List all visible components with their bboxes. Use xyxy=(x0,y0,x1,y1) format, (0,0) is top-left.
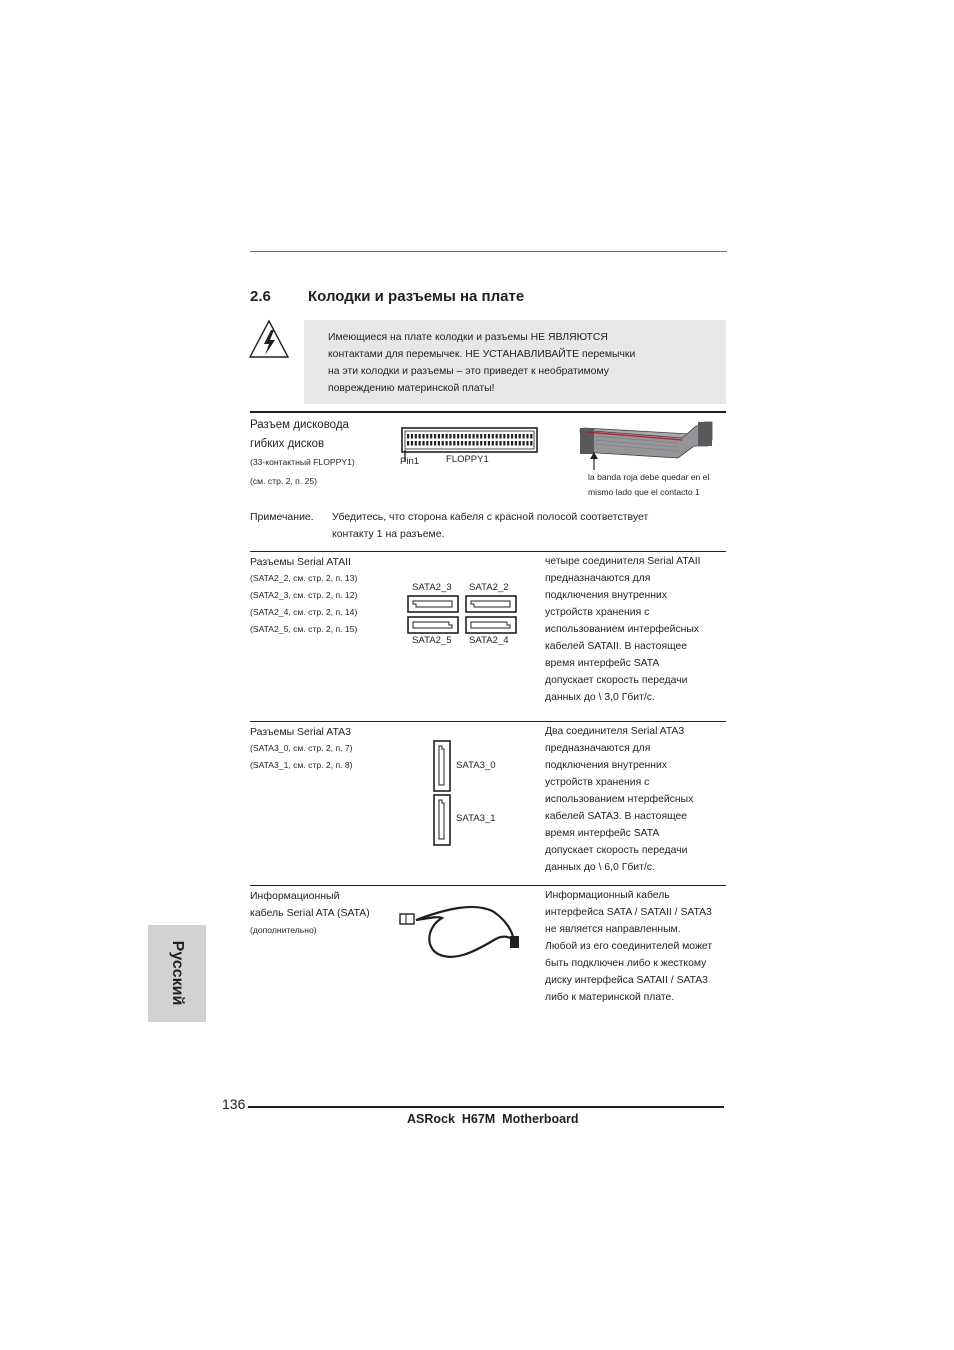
sata2-label-top-left: SATA2_3 xyxy=(412,582,452,593)
floppy-cable-note-line: mismo lado que el contacto 1 xyxy=(588,487,700,497)
floppy-cable-note-line: la banda roja debe quedar en el xyxy=(588,472,710,482)
floppy-pin xyxy=(499,441,501,446)
floppy-pin xyxy=(507,434,509,439)
sata2-divider xyxy=(250,551,726,552)
footer-product: ASRock H67M Motherboard xyxy=(407,1112,579,1126)
floppy-note-line: Убедитесь, что сторона кабеля с красной полосой соответствует xyxy=(332,511,649,523)
floppy-pin xyxy=(492,434,494,439)
sata3-desc-line: устройств хранения с xyxy=(545,777,650,788)
language-side-tab xyxy=(148,925,206,1022)
sata3-ref: (SATA3_1, см. стр. 2, п. 8) xyxy=(250,760,353,770)
sata3-desc-line: использованием нтерфейсных xyxy=(545,794,694,805)
floppy-pin xyxy=(407,441,409,446)
floppy-pin xyxy=(472,441,474,446)
floppy-pin xyxy=(426,434,428,439)
sata2-label-top-right: SATA2_2 xyxy=(469,582,509,593)
floppy-pin xyxy=(407,434,409,439)
floppy-note-line: контакту 1 на разъеме. xyxy=(332,528,445,540)
floppy-pin-count: (33-контактный FLOPPY1) xyxy=(250,457,355,467)
footer-rule xyxy=(248,1106,724,1108)
floppy-pin xyxy=(442,434,444,439)
floppy-page-ref: (см. стр. 2, п. 25) xyxy=(250,476,318,486)
sata-cable-image xyxy=(398,902,522,964)
sata3-desc-line: данных до \ 6,0 Гбит/с. xyxy=(545,862,655,873)
floppy-pin xyxy=(476,434,478,439)
floppy-pin xyxy=(457,441,459,446)
floppy-pin xyxy=(419,441,421,446)
floppy-pin xyxy=(430,441,432,446)
sata-cable-desc-line: Информационный кабель xyxy=(545,890,670,901)
floppy-pin xyxy=(484,441,486,446)
floppy-pin xyxy=(515,441,517,446)
floppy-pin xyxy=(503,434,505,439)
sata2-label-bottom-right: SATA2_4 xyxy=(469,635,509,646)
floppy-pin xyxy=(465,441,467,446)
sata2-desc-line: подключения внутренних xyxy=(545,590,668,601)
sata3-desc-line: кабелей SATA3. В настоящее xyxy=(545,811,688,822)
floppy-pin xyxy=(434,441,436,446)
sata-cable-desc-line: быть подключен либо к жесткому xyxy=(545,958,707,969)
sata2-desc-line: время интерфейс SATA xyxy=(545,658,660,669)
sata2-desc-line: использованием интерфейсных xyxy=(545,624,700,635)
sata2-ref: (SATA2_5, см. стр. 2, п. 15) xyxy=(250,624,358,634)
floppy-pin xyxy=(461,434,463,439)
floppy-pin xyxy=(457,434,459,439)
floppy-pin xyxy=(453,434,455,439)
floppy-pin xyxy=(434,434,436,439)
floppy-pin xyxy=(469,441,471,446)
floppy-note-label: Примечание. xyxy=(250,511,314,523)
sata2-desc-line: предназначаются для xyxy=(545,573,651,584)
floppy-title xyxy=(250,416,349,454)
sata-cable-desc-line: не является направленным. xyxy=(545,924,681,935)
sata-cable-desc-line: диску интерфейса SATAII / SATA3 xyxy=(545,975,708,986)
sata2-connectors-diagram xyxy=(406,595,518,635)
warning-line: Имеющиеся на плате колодки и разъемы НЕ ЯВЛЯЮТСЯ xyxy=(328,332,608,343)
floppy-pin xyxy=(526,441,528,446)
floppy-pin xyxy=(446,441,448,446)
sata2-desc-line: кабелей SATAII. В настоящее xyxy=(545,641,688,652)
floppy-pin xyxy=(515,434,517,439)
sata-cable-optional: (дополнительно) xyxy=(250,925,317,935)
floppy-divider xyxy=(250,411,726,413)
sata3-desc-line: подключения внутренних xyxy=(545,760,668,771)
floppy-pin xyxy=(488,434,490,439)
sata-cable-desc-line: либо к материнской плате. xyxy=(545,992,675,1003)
floppy-pin xyxy=(511,434,513,439)
language-side-tab-label: Русский xyxy=(169,940,186,1006)
floppy-pin xyxy=(442,441,444,446)
floppy-title-line: гибких дисков xyxy=(250,438,325,450)
floppy-pin xyxy=(523,434,525,439)
sata2-title: Разъемы Serial ATAII xyxy=(250,556,351,568)
warning-box xyxy=(304,320,726,404)
warning-line: повреждению материнской платы! xyxy=(328,383,495,394)
sata3-desc-line: предназначаются для xyxy=(545,743,651,754)
floppy-pin xyxy=(507,441,509,446)
sata2-description xyxy=(545,553,701,706)
sata3-desc-line: Два соединителя Serial ATA3 xyxy=(545,726,685,737)
sata3-connectors-diagram xyxy=(432,740,452,846)
floppy-pin xyxy=(411,441,413,446)
sata2-ref: (SATA2_3, см. стр. 2, п. 12) xyxy=(250,590,358,600)
floppy-pin xyxy=(422,441,424,446)
sata2-desc-line: четыре соединителя Serial ATAII xyxy=(545,556,701,567)
floppy-pin xyxy=(476,441,478,446)
floppy-title-line: Разъем дисковода xyxy=(250,419,349,431)
floppy-pin xyxy=(480,441,482,446)
sata3-divider xyxy=(250,721,726,722)
floppy-pin xyxy=(530,441,532,446)
floppy-pin xyxy=(438,434,440,439)
sata3-title: Разъемы Serial ATA3 xyxy=(250,726,351,738)
warning-line: на эти колодки и разъемы – это приведет к необратимому xyxy=(328,366,609,377)
floppy-pin xyxy=(465,434,467,439)
sata-cable-desc-line: Любой из его соединителей может xyxy=(545,941,713,952)
floppy-pin xyxy=(430,434,432,439)
floppy-pin xyxy=(411,434,413,439)
floppy-pin xyxy=(438,441,440,446)
sata3-label-top: SATA3_0 xyxy=(456,760,496,771)
floppy-pin xyxy=(526,434,528,439)
section-title: Колодки и разъемы на плате xyxy=(308,288,525,305)
warning-text xyxy=(328,329,635,397)
sata3-desc-line: допускает скорость передачи xyxy=(545,845,688,856)
floppy-pin xyxy=(492,441,494,446)
floppy-pin xyxy=(488,441,490,446)
floppy-pin xyxy=(426,441,428,446)
floppy-pin xyxy=(422,434,424,439)
floppy-pin xyxy=(449,441,451,446)
floppy-pin xyxy=(496,434,498,439)
sata-cable-desc-line: интерфейса SATA / SATAII / SATA3 xyxy=(545,907,712,918)
warning-line: контактами для перемычек. НЕ УСТАНАВЛИВАЙТЕ перемычки xyxy=(328,349,636,360)
sata2-label-bottom-left: SATA2_5 xyxy=(412,635,452,646)
floppy-connector-label: FLOPPY1 xyxy=(446,454,489,465)
floppy-pin xyxy=(496,441,498,446)
sata2-ref: (SATA2_2, см. стр. 2, п. 13) xyxy=(250,573,358,583)
sata-cable-title-line: кабель Serial ATA (SATA) xyxy=(250,907,370,919)
floppy-pin xyxy=(503,441,505,446)
floppy-pin1-label: Pin1 xyxy=(400,456,420,467)
floppy-pin xyxy=(449,434,451,439)
top-rule xyxy=(250,251,727,252)
sata2-desc-line: допускает скорость передачи xyxy=(545,675,688,686)
floppy-pin xyxy=(453,441,455,446)
sata3-ref: (SATA3_0, см. стр. 2, п. 7) xyxy=(250,743,353,753)
floppy-pin xyxy=(484,434,486,439)
floppy-pin xyxy=(519,441,521,446)
floppy-pin xyxy=(415,441,417,446)
sata2-desc-line: устройств хранения с xyxy=(545,607,650,618)
page-number: 136 xyxy=(222,1096,246,1112)
floppy-pin xyxy=(511,441,513,446)
sata-cable-title-line: Информационный xyxy=(250,890,340,902)
floppy-pin xyxy=(469,434,471,439)
floppy-pin xyxy=(419,434,421,439)
floppy-pin xyxy=(480,434,482,439)
floppy-pin xyxy=(461,441,463,446)
sata-cable-divider xyxy=(250,885,726,886)
sata3-description xyxy=(545,723,693,876)
floppy-pin xyxy=(499,434,501,439)
sata2-page-refs xyxy=(250,570,357,638)
sata3-page-refs xyxy=(250,740,353,774)
sata3-desc-line: время интерфейс SATA xyxy=(545,828,660,839)
floppy-pin xyxy=(415,434,417,439)
floppy-cable-image xyxy=(578,418,716,472)
sata-cable-description xyxy=(545,887,712,1006)
sata2-desc-line: данных до \ 3,0 Гбит/с. xyxy=(545,692,655,703)
warning-lightning-icon xyxy=(248,318,290,360)
floppy-pin xyxy=(523,441,525,446)
floppy-pin xyxy=(530,434,532,439)
floppy-pin xyxy=(519,434,521,439)
sata2-ref: (SATA2_4, см. стр. 2, п. 14) xyxy=(250,607,358,617)
section-number: 2.6 xyxy=(250,288,271,305)
floppy-pin xyxy=(446,434,448,439)
floppy-pin xyxy=(472,434,474,439)
sata3-label-bottom: SATA3_1 xyxy=(456,813,496,824)
